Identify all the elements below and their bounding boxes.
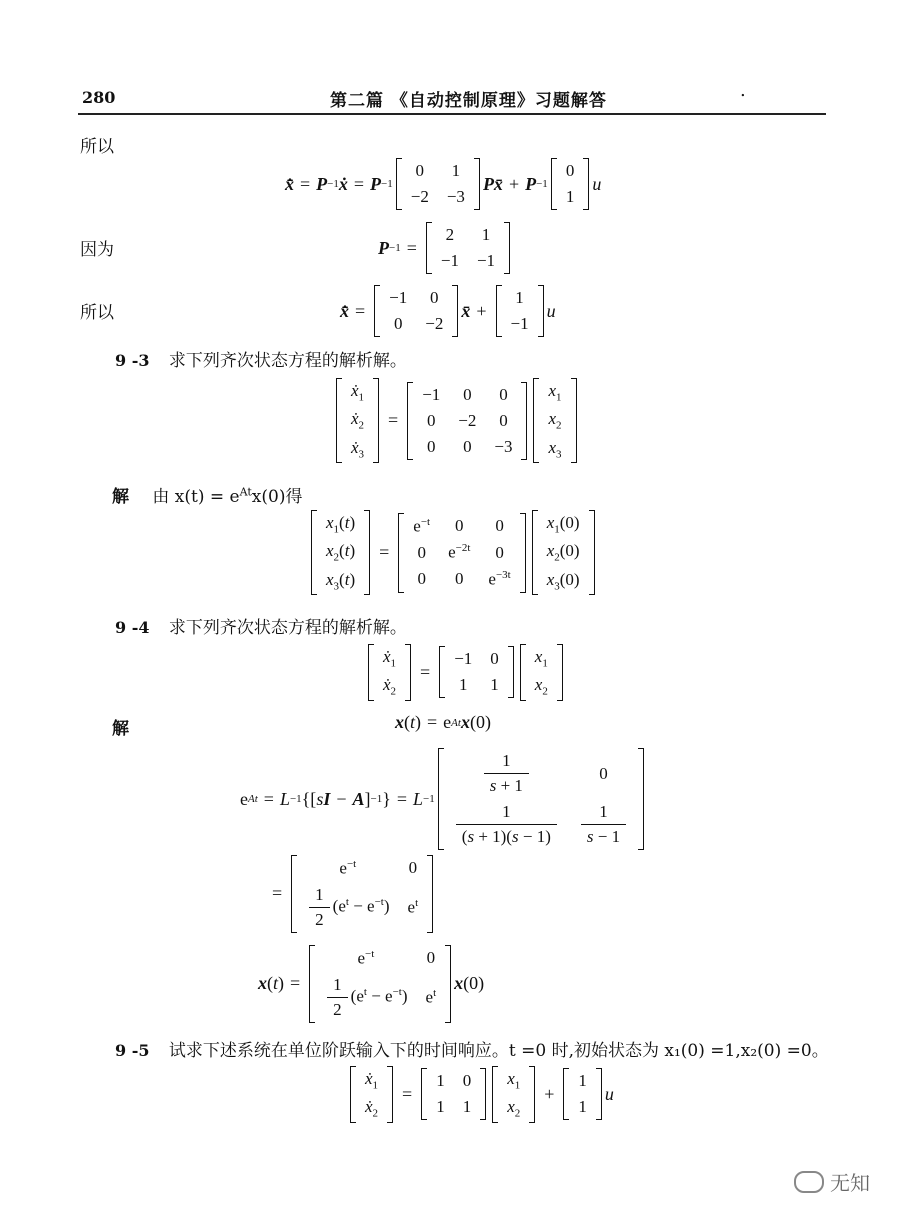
label-jie-2: 解 bbox=[112, 719, 129, 739]
equation-9-4: ẋ$_1$ ẋ$_2$ = −1 0 1 1 $x_1$ $x_2$ bbox=[365, 644, 566, 701]
equation-eAt-laplace: e At = L −1 {[ s I − A ] −1 } = L −1 $\frac{1}{s + 1}$ 0 $\frac{1}{(s + 1)(s - 1)}$ $\frac{1}{s - 1}$ bbox=[240, 748, 647, 850]
solution-intro-sup: At bbox=[239, 485, 252, 499]
equation-xt-result: x ( t ) = $e^{-t}$ 0 $\frac{1}{2}$ $(e^t - e^{-t})$ $e^t$ x (0) bbox=[258, 945, 484, 1023]
equation-eAt-result: = $e^{-t}$ 0 $\frac{1}{2}$ $(e^t - e^{-t})$ $e^t$ bbox=[266, 855, 436, 933]
header-dot: . bbox=[740, 80, 746, 101]
solution-intro-end: x(0)得 bbox=[251, 487, 303, 507]
solution-intro: 由 x(t) = e bbox=[152, 487, 240, 507]
equation-xbar-dot: x̄̇ = P −1 ẋ = P −1 0 1 −2 −3 Px̄ + P −1 0 1 u bbox=[285, 158, 601, 210]
page-number: 280 bbox=[82, 88, 116, 107]
watermark bbox=[794, 1167, 870, 1196]
problem-9-3 bbox=[115, 346, 407, 371]
equation-xt-eAt: x ( t ) = e At x (0) bbox=[395, 712, 491, 732]
label-suoyi-1: 所以 bbox=[80, 137, 114, 157]
label-suoyi-2: 所以 bbox=[80, 303, 114, 323]
problem-number: 9 -5 bbox=[115, 1041, 150, 1060]
header-rule bbox=[78, 113, 826, 115]
equation-xbar-result: x̄̇ = −1 0 0 −2 x̄ + 1 −1 u bbox=[340, 285, 556, 337]
problem-text: 求下列齐次状态方程的解析解。 bbox=[168, 618, 407, 638]
problem-9-4 bbox=[115, 613, 407, 638]
problem-9-5 bbox=[115, 1036, 829, 1061]
equation-9-3: ẋ$_1$ ẋ$_2$ ẋ$_3$ = −1 0 0 0 −2 0 0 0 −3 $x_1$ $x_2$ $x_3$ bbox=[333, 378, 580, 463]
label-jie: 解 bbox=[112, 487, 129, 507]
watermark-text: 无知 bbox=[830, 1171, 870, 1195]
equation-p-inverse: P −1 = 2 1 −1 −1 bbox=[378, 222, 513, 274]
equation-9-3-solution: $x_1(t)$ $x_2(t)$ $x_3(t)$ = $e^{-t}$ 0 0 0 $e^{-2t}$ 0 0 0 $e^{-3t}$ $x_1(0)$ $x_2(0)$ $x_3(0)$ bbox=[308, 510, 598, 595]
problem-number: 9 -3 bbox=[115, 351, 150, 370]
solution-9-3-line bbox=[112, 482, 302, 507]
problem-text: 试求下述系统在单位阶跃输入下的时间响应。t =0 时,初始状态为 x₁(0) =1,x₂(0) =0。 bbox=[168, 1041, 829, 1061]
equation-9-5: ẋ$_1$ ẋ$_2$ = 1 0 1 1 $x_1$ $x_2$ + 1 1 u bbox=[347, 1066, 614, 1123]
problem-text: 求下列齐次状态方程的解析解。 bbox=[168, 351, 407, 371]
page-header-title: 第二篇 《自动控制原理》习题解答 bbox=[330, 91, 607, 111]
wechat-icon bbox=[794, 1171, 824, 1193]
label-yinwei: 因为 bbox=[80, 240, 114, 260]
problem-number: 9 -4 bbox=[115, 618, 150, 637]
